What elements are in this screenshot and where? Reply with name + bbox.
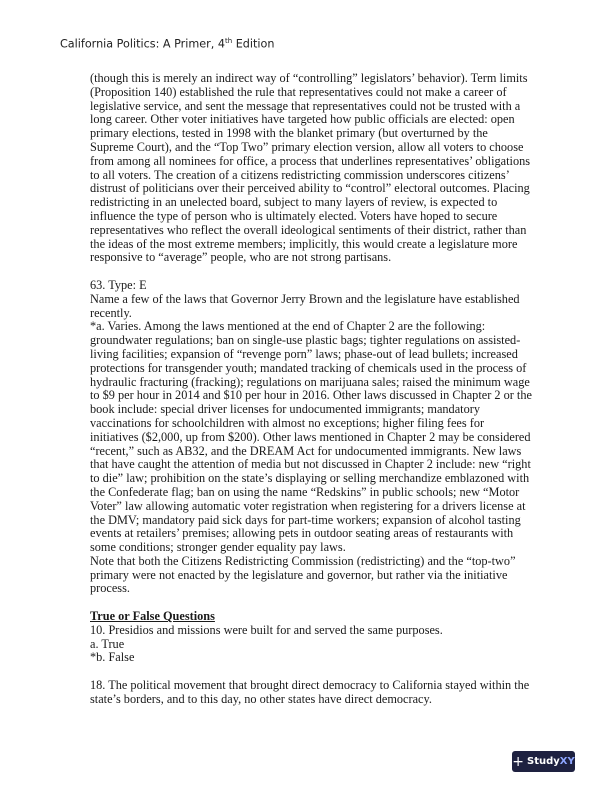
answer-line: to $9 per hour in 2014 and $10 per hour in 2016. Other laws discussed in Chapter 2 or the — [90, 388, 532, 403]
question-line: state’s borders, and to this day, no other states have direct democracy. — [90, 691, 432, 706]
text-line: Supreme Court), and the “Top Two” primary election version, allow all voters to choose — [90, 139, 524, 154]
text-line: distrust of politicians over their perceived ability to “control” electoral outcomes. Placing — [90, 181, 530, 196]
answer-line: to die” law; prohibition on the state’s displaying or selling merchandize emblazoned with — [90, 471, 530, 486]
header-title-end: Edition — [232, 37, 275, 51]
paragraph-term-limits — [90, 72, 590, 265]
studyxy-badge[interactable] — [512, 751, 575, 772]
answer-line: groundwater regulations; ban on single-use plastic bags; tighter regulations on assisted- — [90, 333, 521, 348]
answer-line: vaccinations for schoolchildren with almost no exceptions; higher filing fees for — [90, 415, 485, 430]
text-line: (though this is merely an indirect way of “controlling” legislators’ behavior). Term limits — [90, 71, 528, 85]
question-type: 63. Type: E — [90, 277, 147, 292]
text-line: primary elections, tested in 1998 with the blanket primary (but overturned by the — [90, 126, 488, 141]
header-title: California Politics: A Primer, 4 — [60, 37, 225, 51]
question-line: recently. — [90, 305, 132, 320]
question-63 — [90, 279, 590, 596]
brand-logo: StudyXY — [527, 756, 575, 767]
answer-line: Voter” law allowing automatic voter registration when registering for a drivers license at — [90, 498, 526, 513]
question-text: 10. Presidios and missions were built for and served the same purposes. — [90, 622, 443, 637]
question-line: 18. The political movement that brought direct democracy to California stayed within the — [90, 678, 530, 693]
section-heading: True or False Questions — [90, 609, 215, 624]
option-a: a. True — [90, 636, 125, 651]
header-superscript: th — [224, 37, 233, 45]
note-line: primary were not enacted by the legislature and governor, but rather via the initiative — [90, 567, 508, 582]
answer-line: protections for transgender youth; mandated tracking of chemicals used in the process of — [90, 360, 527, 375]
text-line: from among all nominees for office, a process that underlines representatives’ obligations — [90, 153, 531, 168]
text-line: influence the type of person who is ultimately elected. Voters have hoped to secure — [90, 208, 498, 223]
text-line: (Proposition 140) established the rule that representatives could not make a career of — [90, 84, 507, 99]
text-line: redistricting in an unelected board, subject to many layers of review, is expected to — [90, 195, 498, 210]
answer-line: *a. Varies. Among the laws mentioned at the end of Chapter 2 are the following: — [90, 319, 486, 334]
text-line: long career. Other voter initiatives have targeted how public officials are elected: open — [90, 112, 515, 127]
answer-line: the DMV; mandatory paid sick days for part-time workers; expansion of alcohol tasting — [90, 512, 521, 527]
answer-line: that have caught the attention of media but not discussed in Chapter 2 include: new “right — [90, 457, 531, 472]
option-b-correct: *b. False — [90, 650, 135, 665]
note-line: Note that both the Citizens Redistricting Commission (redistricting) and the “top-two” — [90, 553, 516, 568]
answer-line: initiatives ($2,000, up from $200). Other laws mentioned in Chapter 2 may be considered — [90, 429, 531, 444]
answer-text — [90, 320, 590, 555]
text-line: responsive to “average” people, who are not strong partisans. — [90, 250, 392, 265]
answer-line: hydraulic fracturing (fracking); regulations on marijuana sales; raised the minimum wage — [90, 374, 530, 389]
page-header — [60, 37, 274, 51]
text-line: legislative service, and sent the message that representatives could not be trusted with a — [90, 98, 521, 113]
plus-icon: + — [512, 753, 524, 770]
answer-line: “recent,” such as AB32, and the DREAM Act for undocumented immigrants. New laws — [90, 443, 522, 458]
question-line: Name a few of the laws that Governor Jerry Brown and the legislature have established — [90, 291, 520, 306]
text-line: the ideas of the most extreme members; implicitly, this would create a legislature more — [90, 236, 518, 251]
note-line: process. — [90, 581, 130, 596]
answer-line: events at retailers’ premises; allowing pets in outdoor seating areas of restaurants with — [90, 526, 514, 541]
document-body — [90, 72, 590, 707]
answer-line: the Confederate flag; ban on using the name “Redskins” in public schools; new “Motor — [90, 484, 520, 499]
answer-note — [90, 555, 590, 596]
answer-line: living facilities; expansion of “revenge porn” laws; phase-out of lead bullets; increased — [90, 346, 518, 361]
question-18 — [90, 679, 590, 707]
text-line: representatives who reflect the overall ideological sentiments of their district, rather than — [90, 222, 527, 237]
answer-line: book include: special driver licenses for undocumented immigrants; mandatory — [90, 402, 480, 417]
text-line: to all voters. The creation of a citizens redistricting commission underscores citizens’ — [90, 167, 510, 182]
answer-line: some conditions; stronger gender equality pay laws. — [90, 540, 346, 555]
question-10 — [90, 624, 590, 665]
